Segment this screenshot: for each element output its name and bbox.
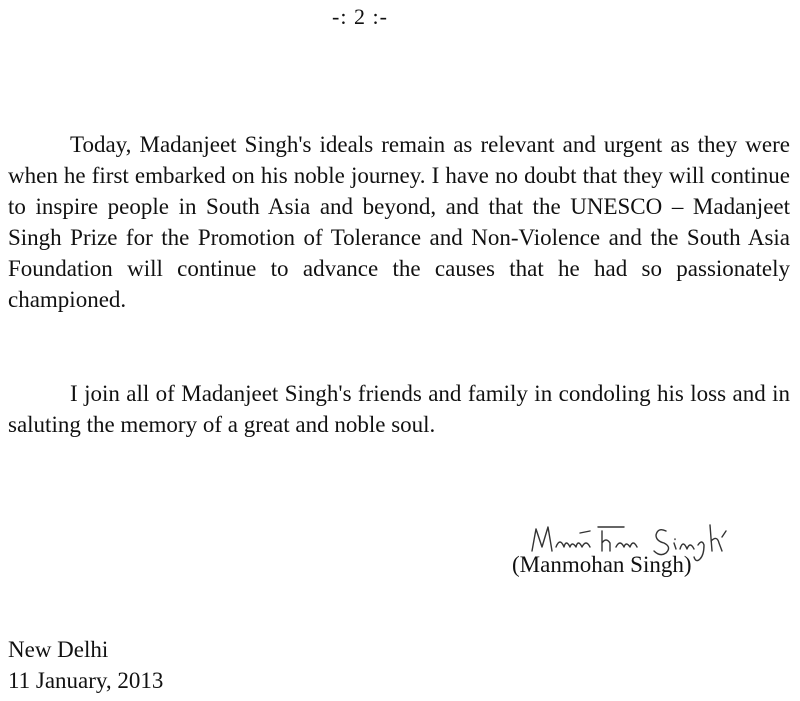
body-paragraph-1: Today, Madanjeet Singh's ideals remain as relevant and urgent as they were when he first embarked on his noble journey. I have no doubt that they will continue to inspire people in South Asia and beyond, and that the UNESCO – Madanjeet Singh Prize for the Promotion of Tolerance and Non-Violence and the South Asia Foundation will continue to advance the causes that he had so passionately championed. <box>8 132 790 312</box>
body-paragraph-2: I join all of Madanjeet Singh's friends and family in condoling his loss and in saluting the memory of a great and noble soul. <box>8 381 790 437</box>
page-number: -: 2 :- <box>332 4 388 29</box>
date: 11 January, 2013 <box>8 668 164 693</box>
signatory-name: (Manmohan Singh) <box>512 552 692 577</box>
place: New Delhi <box>8 637 109 662</box>
